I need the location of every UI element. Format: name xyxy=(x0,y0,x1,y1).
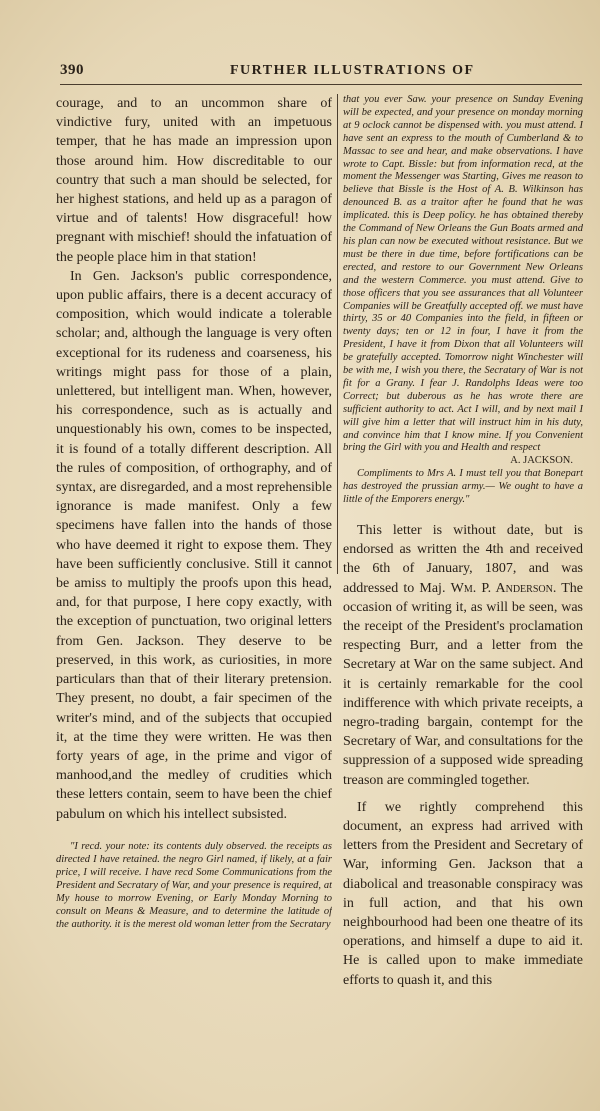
letter-postscript: Compliments to Mrs A. I must tell you that Bonepart has destroyed the prussian army.— We ought to have a little of the Emporers energy." xyxy=(343,468,583,506)
column-divider xyxy=(337,94,338,574)
addressee-name: Wm. P. Anderson. xyxy=(450,580,557,596)
letter-text: that you ever Saw. your presence on Sunday Evening will be expected, and your presence on monday morning at 9 oclock cannot be dispensed with. you must attend. I have sent an express to the mouth of Cumberland & to Massac to see and hear, and make observations. I have wrote to Capt. Bissle: but from information recd, at the moment the Messenger was Starting, Gives me reason to believe that Bissle is the Host of A. B. Wilkinson has denounced B. as a traitor after he found that he was implicated. this is Deep policy. he has obtained thereby the Command of New Orleans the Gun Boats armed and his plan can now be executed without resistance. But we must be there in due time, before fortifications can be erected, and restore to our Government New Orleans and the western Commerce. you must attend. Give to those officers that you see assurances that all Volunteer Companies will be Greatfully accepted off. we must have thirty, 35 or 40 Companies into the field, in fifteen or twenty days; ten or 12 in four, I have it from the President, I have it from Dixon that all Volunteers will be gratefully accepted. Tomorrow night Winchester will be with me, I wish you there, the Secratary of War is not fit for a Grany. I fear J. Randolphs Ideas were too Correct; but duberous as he has wrote there are sufficient authority to act. Act I will, and by next mail I will give him a letter that will instruct him in his duty, and convince him that I know mine. If you Convenient bring the Girl with you and Health and respect xyxy=(343,94,583,454)
right-paragraph-2: If we rightly comprehend this document, an express had arrived with letters from the President and Secretary of War, informing Gen. Jackson that a diabolical and treasonable conspiracy was in full action, and that his own neighbourhood had been one theatre of its operations, and himself a dupe to aid it. He is called upon to make immediate efforts to quash it, and this xyxy=(343,799,583,988)
page-number: 390 xyxy=(60,62,84,78)
right-paragraph-1-start: This letter is without date, but is endorsed as written the 4th and received the 6th of January, 1807, and was addressed to Maj. xyxy=(343,523,583,596)
left-paragraph-1: courage, and to an uncommon share of vindictive fury, united with an impetuous temper, that he has made an impression upon those around him. How discreditable to our country that such a man should be selected, for her highest stations, and held up as a paragon of virtue and of talents! How disgraceful! how pregnant with mischief! should the infatuation of the people place him in that station! xyxy=(56,96,332,265)
right-paragraph-1-end: The occasion of writing it, as will be seen, was the receipt of the President's proclamation respecting Burr, and a letter from the Secretary at War on the same subject. And it is certainly remarkable for the cool indifference with which private receipts, a negro-trading bargain, contempt for the Secretary of War, and consultations for the suppression of a supposed wide spreading treason are commingled together. xyxy=(343,580,583,788)
letter-footnote: "I recd. your note: its contents duly observed. the receipts as directed I have retained. the negro Girl named, if likely, at a fair price, I will receive. I have recd Some Communications from the President and Secratary of War, and your presence is required, at My house to morrow Evening, or Early Monday Morning to consult on Means & Measure, and to determine the latitude of the authority. it is the merest old woman letter from the Secratary xyxy=(56,840,332,930)
page-header xyxy=(60,62,582,85)
right-paragraph-1 xyxy=(343,521,583,790)
right-body-text xyxy=(343,521,583,990)
left-column xyxy=(56,94,332,1089)
right-column xyxy=(343,94,583,1094)
left-paragraph-2: In Gen. Jackson's public correspondence, upon public affairs, there is a decent accuracy of composition, which would indicate a tolerable scholar; and, although the language is very often exceptional for its rudeness and coarseness, his writings might pass for those of a plain, unlettered, but intelligent man. When, however, his correspondence, such as is actually and unquestionably his own, comes to be inspected, it is found of a totally different description. All the rules of composition, of orthography, and of syntax, are disregarded, and a most reprehensible ignorance is made manifest. Only a few specimens have fallen into the hands of those who have deemed it right to expose them. They have been sufficiently conclusive. Still it cannot be amiss to multiply the proofs upon this head, and, for that purpose, I here copy exactly, with the exception of punctuation, two original letters from Gen. Jackson. They deserve to be preserved, in this work, as curiosities, in more particulars than that of their literary pretension. They present, no doubt, a fair specimen of the writer's mind, and of the subjects that occupied it, at the time they were written. He was then forty years of age, in the prime and vigor of manhood,and the medley of crudities which these letters contain, seem to have been the chief pabulum on which his intellect subsisted. xyxy=(56,268,332,822)
running-head: FURTHER ILLUSTRATIONS OF xyxy=(230,63,475,78)
letter-continuation xyxy=(343,94,583,507)
letter-signature: A. JACKSON. xyxy=(510,455,573,467)
